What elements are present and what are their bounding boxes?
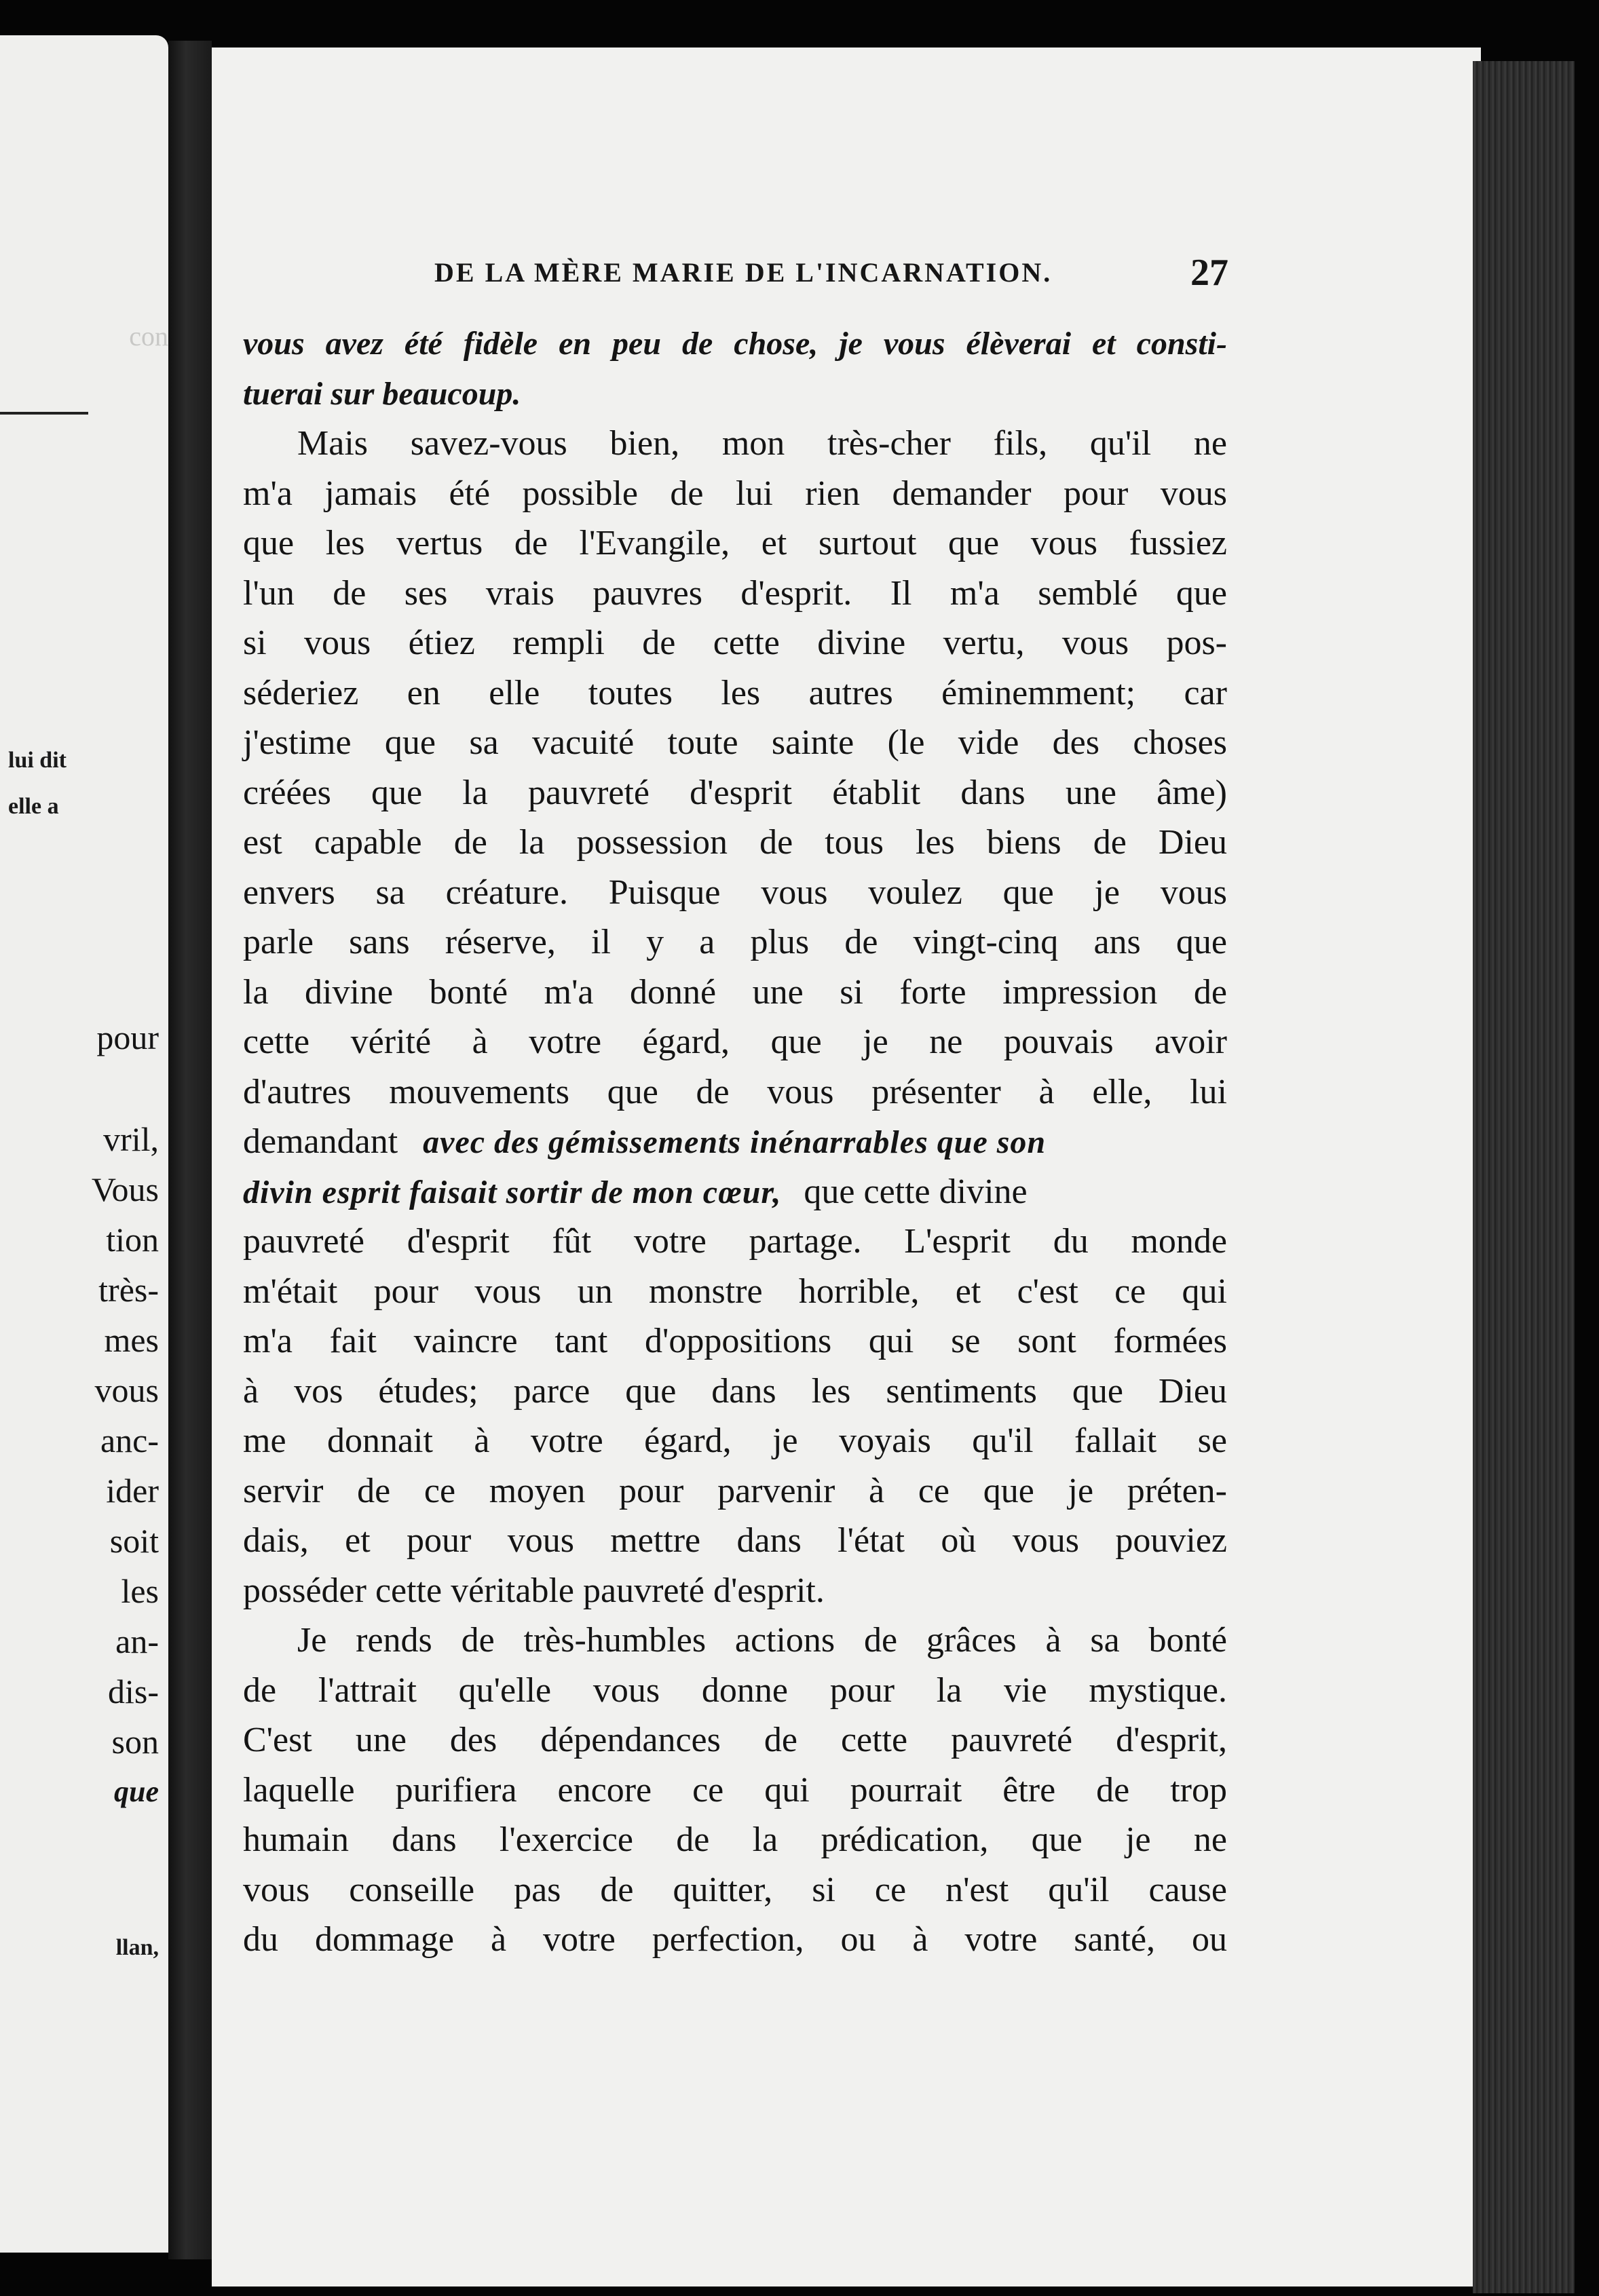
text-line: m'a fait vaincre tant d'oppositions qui se sont formées: [243, 1322, 1227, 1360]
left-page-line-ending: vril,: [103, 1120, 159, 1158]
text-line: tuerai sur beaucoup.: [243, 375, 521, 412]
page-number: 27: [1190, 252, 1228, 294]
left-page-line-ending: Vous: [91, 1170, 159, 1208]
left-page-line-ending: ider: [106, 1472, 159, 1510]
left-page-footnote: llan,: [115, 1935, 159, 1960]
text-line: vous conseille pas de quitter, si ce n'est qu'il cause: [243, 1870, 1227, 1909]
page-edges: [1473, 61, 1575, 2293]
left-page-line-ending: que: [114, 1775, 159, 1808]
italic-quote: avec des gémissements inénarrables que son: [423, 1124, 1047, 1160]
footnote-rule: [0, 412, 88, 415]
paragraph-first-line: Mais savez-vous bien, mon très-cher fils, qu'il ne: [297, 424, 1227, 463]
text-line: C'est une des dépendances de cette pauvreté d'esprit,: [243, 1721, 1227, 1759]
left-page-line-ending: les: [121, 1572, 159, 1610]
text-line: la divine bonté m'a donné une si forte impression de: [243, 972, 1227, 1012]
left-facing-page: [0, 35, 168, 2253]
text-line-mixed: [243, 1167, 1227, 1217]
text-line: servir de ce moyen pour parvenir à ce que je préten-: [243, 1471, 1227, 1510]
running-head: DE LA MÈRE MARIE DE L'INCARNATION.: [434, 257, 1053, 288]
text-segment: que cette divine: [804, 1172, 1028, 1211]
page-header: [434, 252, 1228, 297]
book-gutter: [168, 41, 212, 2259]
italic-quote: divin esprit faisait sortir de mon cœur,: [243, 1174, 782, 1210]
left-page-line-ending: vous: [94, 1371, 159, 1409]
text-line: vous avez été fidèle en peu de chose, je vous élèverai et consti-: [243, 326, 1227, 362]
text-line: m'était pour vous un monstre horrible, et c'est ce qui: [243, 1271, 1227, 1311]
left-page-line-ending: très-: [98, 1271, 159, 1309]
text-line: si vous étiez rempli de cette divine vertu, vous pos-: [243, 624, 1227, 662]
text-line: séderiez en elle toutes les autres éminemment; car: [243, 673, 1227, 712]
text-line: de l'attrait qu'elle vous donne pour la vie mystique.: [243, 1670, 1227, 1710]
left-page-line-ending: dis-: [108, 1672, 159, 1710]
text-line: posséder cette véritable pauvreté d'esprit.: [243, 1571, 825, 1610]
text-line: à vos études; parce que dans les sentiments que Dieu: [243, 1371, 1227, 1411]
left-page-small-text: lui dit: [8, 748, 67, 773]
text-line: est capable de la possession de tous les biens de Dieu: [243, 823, 1227, 862]
text-line: m'a jamais été possible de lui rien demander pour vous: [243, 474, 1227, 513]
text-line: que les vertus de l'Evangile, et surtout que vous fussiez: [243, 524, 1227, 562]
text-line: laquelle purifiera encore ce qui pourrait être de trop: [243, 1770, 1227, 1810]
text-line: j'estime que sa vacuité toute sainte (le vide des choses: [243, 723, 1227, 762]
left-page-line-ending: tion: [106, 1221, 159, 1259]
paragraph-first-line: Je rends de très-humbles actions de grâces à sa bonté: [297, 1621, 1227, 1660]
left-page-small-text: elle a: [8, 794, 59, 819]
text-line: humain dans l'exercice de la prédication, que je ne: [243, 1820, 1227, 1859]
text-line: d'autres mouvements que de vous présenter à elle, lui: [243, 1072, 1227, 1111]
text-line-mixed: [243, 1117, 1227, 1167]
text-line: du dommage à votre perfection, ou à votre santé, ou: [243, 1920, 1227, 1959]
left-page-line-ending: an-: [115, 1622, 159, 1660]
text-line: pauvreté d'esprit fût votre partage. L'esprit du monde: [243, 1222, 1227, 1261]
text-line: créées que la pauvreté d'esprit établit dans une âme): [243, 773, 1227, 812]
left-page-line-ending: anc-: [100, 1421, 159, 1459]
text-line: parle sans réserve, il y a plus de vingt-cinq ans que: [243, 923, 1227, 961]
text-line: me donnait à votre égard, je voyais qu'il fallait se: [243, 1421, 1227, 1460]
text-segment: demandant: [243, 1122, 398, 1161]
text-line: l'un de ses vrais pauvres d'esprit. Il m'a semblé que: [243, 573, 1227, 613]
text-line: cette vérité à votre égard, que je ne pouvais avoir: [243, 1022, 1227, 1061]
body-text: [243, 319, 1227, 1965]
left-page-line-ending: mes: [104, 1321, 159, 1359]
left-page-line-ending: soit: [109, 1522, 159, 1560]
text-line: envers sa créature. Puisque vous voulez que je vous: [243, 873, 1227, 912]
text-line: dais, et pour vous mettre dans l'état où vous pouviez: [243, 1521, 1227, 1560]
left-page-line-ending: pour: [96, 1018, 159, 1056]
bleed-through-text: con: [129, 321, 168, 351]
left-page-line-ending: son: [111, 1723, 159, 1761]
